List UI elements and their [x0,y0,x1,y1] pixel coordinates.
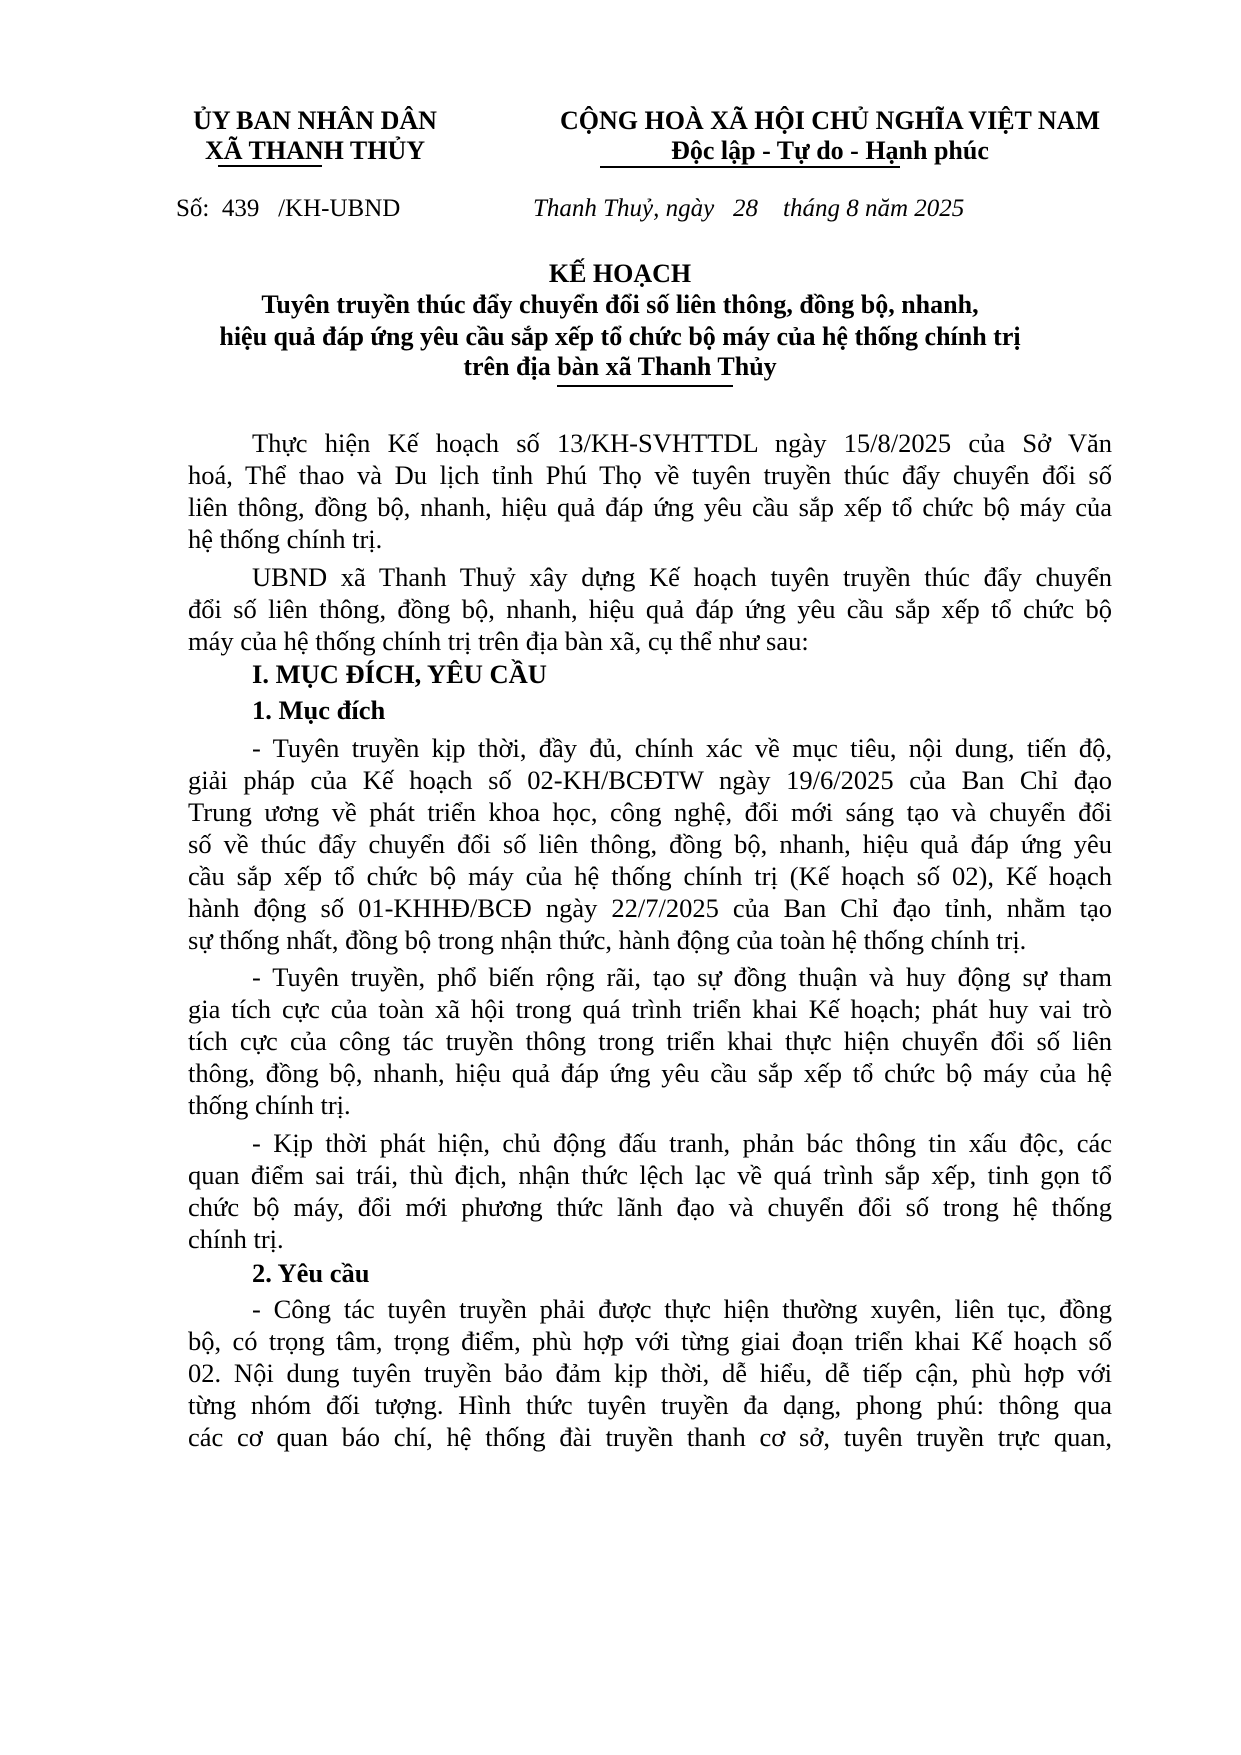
title-sub-line: hiệu quả đáp ứng yêu cầu sắp xếp tổ chức bộ máy của hệ thống chính trị [219,322,1021,351]
date-month-year: tháng 8 năm 2025 [783,195,965,222]
place-date [533,195,964,223]
agency-name-line2: XÃ THANH THỦY [204,136,426,165]
body-line: chức bộ máy, đổi mới phương thức lãnh đạo và chuyển đổi số trong hệ thống [188,1192,1112,1222]
body-line: Thực hiện Kế hoạch số 13/KH-SVHTTDL ngày 15/8/2025 của Sở Văn [252,428,1112,458]
body-line: hoá, Thể thao và Du lịch tỉnh Phú Thọ về tuyên truyền thúc đẩy chuyển đổi số [188,460,1112,490]
body-line: chính trị. [188,1224,284,1254]
body-line: hành động số 01-KHHĐ/BCĐ ngày 22/7/2025 của Ban Chỉ đạo tỉnh, nhằm tạo [188,893,1112,923]
body-line: sự thống nhất, đồng bộ trong nhận thức, hành động của toàn hệ thống chính trị. [188,925,1027,955]
body-line: máy của hệ thống chính trị trên địa bàn xã, cụ thể như sau: [188,626,809,656]
body-line: từng nhóm đối tượng. Hình thức tuyên truyền đa dạng, phong phú: thông qua [188,1390,1112,1420]
body-line: tích cực của công tác truyền thông trong triển khai thực hiện chuyển đổi số liên [188,1026,1112,1056]
body-line: giải pháp của Kế hoạch số 02-KH/BCĐTW ngày 19/6/2025 của Ban Chỉ đạo [188,765,1112,795]
place-date-prefix: Thanh Thuỷ, ngày [533,195,715,222]
title-sub-line: Tuyên truyền thúc đẩy chuyển đổi số liên thông, đồng bộ, nhanh, [261,290,979,319]
section-heading: I. MỤC ĐÍCH, YÊU CẦU [252,659,547,689]
body-line: cầu sắp xếp tổ chức bộ máy của hệ thống chính trị (Kế hoạch số 02), Kế hoạch [188,861,1112,891]
document-title: KẾ HOẠCH [548,259,692,288]
body-line: thông, đồng bộ, nhanh, hiệu quả đáp ứng yêu cầu sắp xếp tổ chức bộ máy của hệ [188,1058,1112,1088]
motto-underline [600,166,900,168]
body-line: Trung ương về phát triển khoa học, công nghệ, đổi mới sáng tạo và chuyển đổi [188,797,1112,827]
agency-name-line1: ỦY BAN NHÂN DÂN [193,106,437,135]
agency-underline [218,165,322,167]
body-line: - Tuyên truyền kịp thời, đầy đủ, chính xác về mục tiêu, nội dung, tiến độ, [252,733,1112,763]
body-line: thống chính trị. [188,1090,351,1120]
subsection-heading: 2. Yêu cầu [252,1258,370,1288]
body-line: bộ, có trọng tâm, trọng điểm, phù hợp với từng giai đoạn triển khai Kế hoạch số [188,1326,1112,1356]
document-number [176,195,400,223]
national-motto: Độc lập - Tự do - Hạnh phúc [671,136,989,165]
body-line: UBND xã Thanh Thuỷ xây dựng Kế hoạch tuyên truyền thúc đẩy chuyển [252,562,1112,592]
subsection-heading: 1. Mục đích [252,695,386,725]
national-title: CỘNG HOÀ XÃ HỘI CHỦ NGHĨA VIỆT NAM [559,106,1101,135]
body-line: quan điểm sai trái, thù địch, nhận thức lệch lạc về quá trình sắp xếp, tinh gọn tổ [188,1160,1112,1190]
title-sub-line: trên địa bàn xã Thanh Thủy [463,352,777,381]
body-line: - Tuyên truyền, phổ biến rộng rãi, tạo sự đồng thuận và huy động sự tham [252,962,1112,992]
date-day: 28 [733,195,758,222]
number-value: 439 [221,195,260,222]
body-line: 02. Nội dung tuyên truyền bảo đảm kịp thời, dễ hiểu, dễ tiếp cận, phù hợp với [188,1358,1112,1388]
title-underline [557,385,733,387]
body-line: số về thúc đẩy chuyển đổi số liên thông, đồng bộ, nhanh, hiệu quả đáp ứng yêu [188,829,1112,859]
body-line: hệ thống chính trị. [188,524,383,554]
body-line: gia tích cực của toàn xã hội trong quá trình triển khai Kế hoạch; phát huy vai trò [188,994,1112,1024]
body-line: đổi số liên thông, đồng bộ, nhanh, hiệu quả đáp ứng yêu cầu sắp xếp tổ chức bộ [188,594,1112,624]
body-line: - Kịp thời phát hiện, chủ động đấu tranh, phản bác thông tin xấu độc, các [252,1128,1112,1158]
number-prefix: Số: [176,195,210,222]
number-suffix: /KH-UBND [278,195,401,222]
body-line: các cơ quan báo chí, hệ thống đài truyền thanh cơ sở, tuyên truyền trực quan, [188,1422,1112,1452]
body-line: liên thông, đồng bộ, nhanh, hiệu quả đáp ứng yêu cầu sắp xếp tổ chức bộ máy của [188,492,1112,522]
body-line: - Công tác tuyên truyền phải được thực hiện thường xuyên, liên tục, đồng [252,1294,1112,1324]
